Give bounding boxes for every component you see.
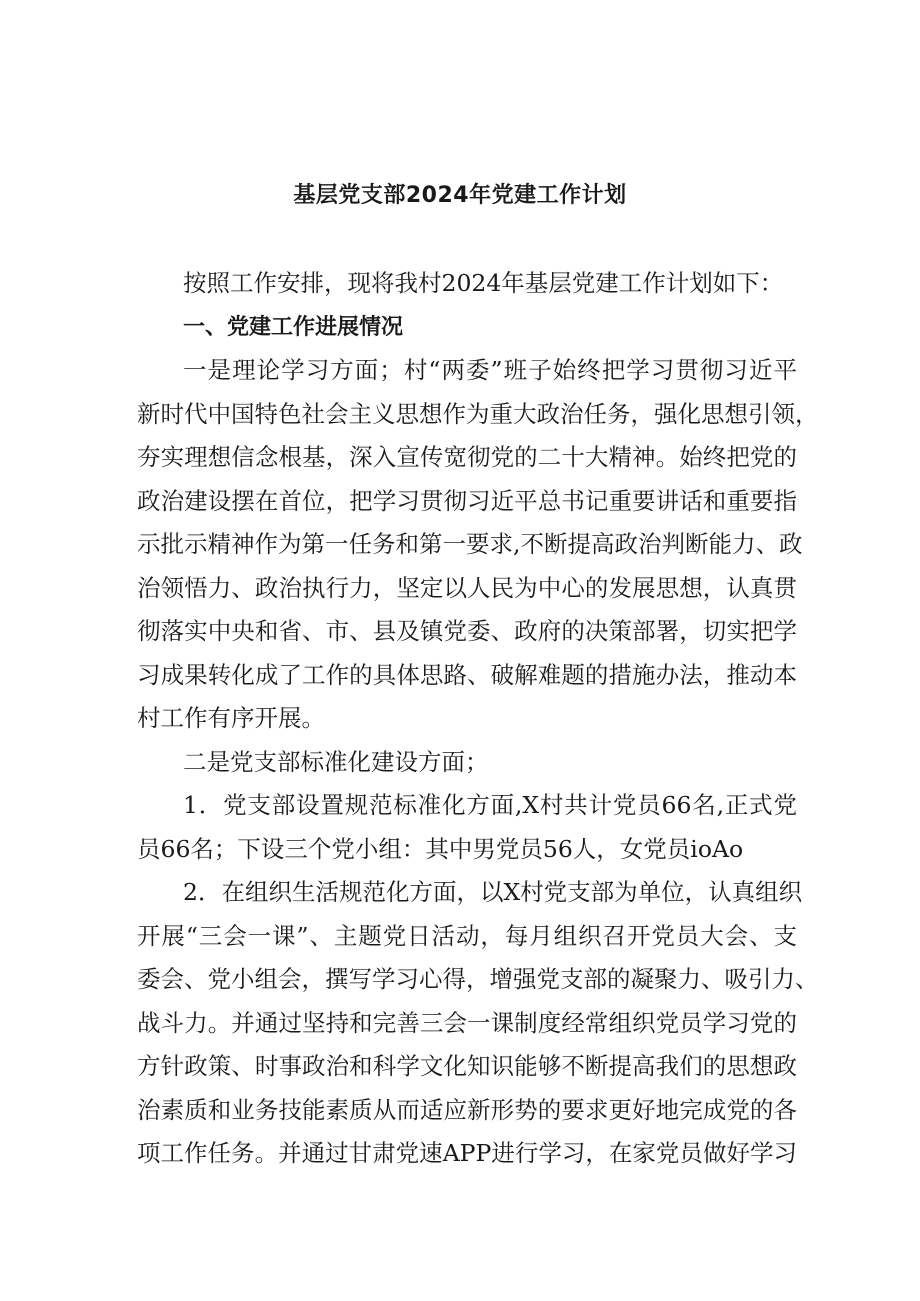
- item2-line3: 委会、党小组会，撰写学习心得，增强党支部的凝聚力、吸引力、: [137, 965, 819, 993]
- paragraph1-line4: 政治建设摆在首位，把学习贯彻习近平总书记重要讲话和重要指: [137, 487, 797, 515]
- item2-line7: 项工作任务。并通过甘肃党速APP进行学习，在家党员做好学习: [137, 1139, 797, 1167]
- document-title: 基层党支部2024年党建工作计划: [293, 183, 627, 208]
- section-heading: 一、党建工作进展情况: [183, 315, 404, 340]
- paragraph1-line5: 示批示精神作为第一任务和第一要求,不断提高政治判断能力、政: [137, 530, 803, 558]
- paragraph1-line7: 彻落实中央和省、市、县及镇党委、政府的决策部署，切实把学: [137, 617, 797, 645]
- item2-line6: 治素质和业务技能素质从而适应新形势的要求更好地完成党的各: [137, 1096, 797, 1124]
- item1-line1: 1．党支部设置规范标准化方面,X村共计党员66名,正式党: [183, 791, 797, 819]
- paragraph1-line2: 新时代中国特色社会主义思想作为重大政治任务，强化思想引领，: [137, 400, 819, 428]
- item2-line2: 开展“三会一课”、主题党日活动，每月组织召开党员大会、支: [137, 922, 797, 950]
- paragraph2-line1: 二是党支部标准化建设方面；: [183, 748, 489, 776]
- paragraph1-line1: 一是理论学习方面；村“两委”班子始终把学习贯彻习近平: [183, 356, 797, 384]
- item2-line1: 2．在组织生活规范化方面，以X村党支部为单位，认真组织: [183, 878, 803, 906]
- item2-line4: 战斗力。并通过坚持和完善三会一课制度经常组织党员学习党的: [137, 1009, 797, 1037]
- paragraph1-line8: 习成果转化成了工作的具体思路、破解难题的措施办法，推动本: [137, 661, 797, 689]
- paragraph1-line9: 村工作有序开展。: [137, 704, 325, 732]
- paragraph1-line6: 治领悟力、政治执行力，坚定以人民为中心的发展思想，认真贯: [137, 574, 797, 602]
- item2-line5: 方针政策、时事政治和科学文化知识能够不断提高我们的思想政: [137, 1052, 797, 1080]
- item1-line2: 员66名；下设三个党小组：其中男党员56人，女党员ioAo: [137, 835, 744, 863]
- paragraph1-line3: 夯实理想信念根基，深入宣传宽彻党的二十大精神。始终把党的: [137, 443, 797, 471]
- intro-line: 按照工作安排，现将我村2024年基层党建工作计划如下：: [183, 269, 784, 297]
